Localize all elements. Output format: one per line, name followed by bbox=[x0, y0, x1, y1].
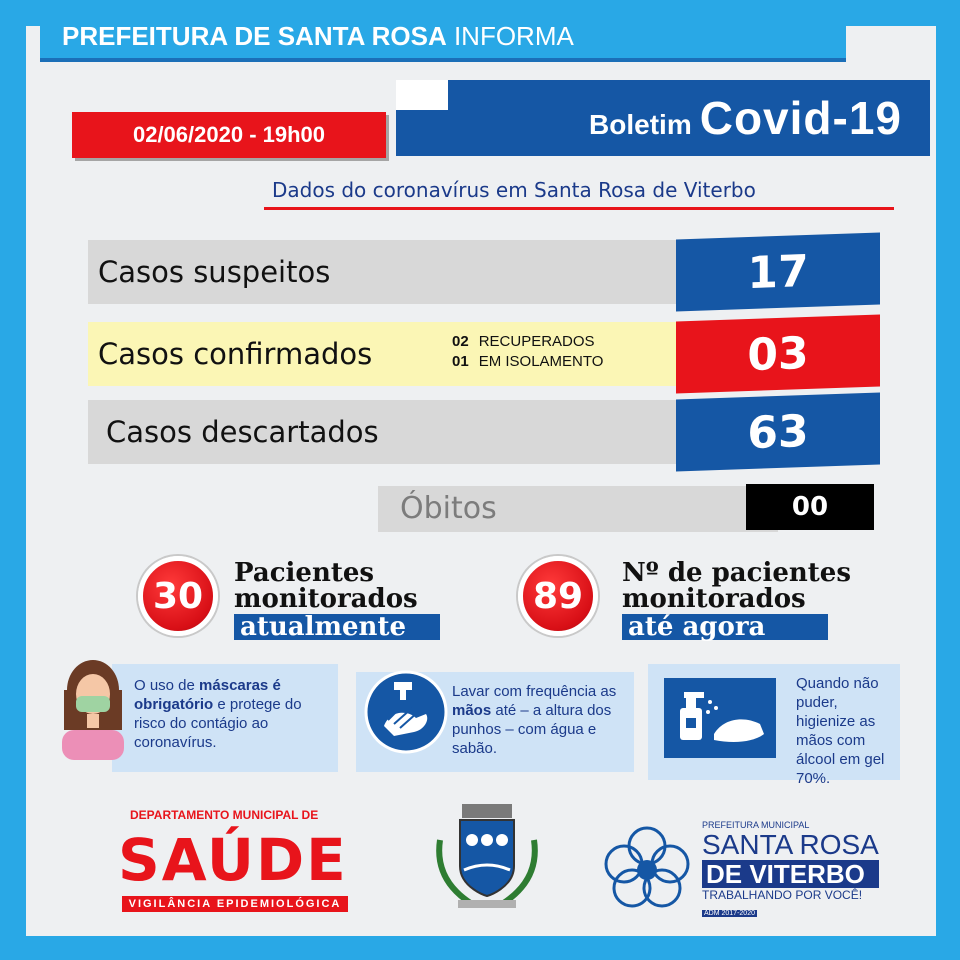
city-name-2: DE VITERBO bbox=[702, 860, 879, 888]
tip-gel-text: Quando não puder, higienize as mãos com álcool em gel 70%. bbox=[796, 675, 885, 787]
row-descartados bbox=[88, 400, 878, 464]
tip-mask-t2: e protege do risco do contágio ao coronavírus. bbox=[134, 696, 302, 751]
date-badge: 02/06/2020 - 19h00 bbox=[72, 112, 386, 158]
total-monitored-circle: 89 bbox=[518, 556, 598, 636]
header-bar bbox=[40, 14, 846, 58]
current-monitored-text bbox=[234, 560, 440, 640]
recuperados-count: 02 bbox=[452, 333, 469, 350]
current-line2: monitorados bbox=[234, 584, 418, 614]
mask-woman-icon bbox=[58, 656, 128, 760]
vigilancia-label: VIGILÂNCIA EPIDEMIOLÓGICA bbox=[122, 896, 348, 912]
header-title-bold: PREFEITURA DE SANTA ROSA bbox=[62, 21, 447, 51]
city-logo-text bbox=[702, 820, 879, 920]
total-line2: monitorados bbox=[622, 584, 806, 614]
tip-wash-t2: até – a altura dos punhos – com água e sabão. bbox=[452, 702, 612, 757]
white-square-decor bbox=[396, 80, 448, 110]
confirmados-value: 03 bbox=[676, 314, 880, 393]
current-line3: atualmente bbox=[234, 614, 440, 640]
city-slogan: TRABALHANDO POR VOCÊ! bbox=[702, 888, 863, 902]
isolamento-count: 01 bbox=[452, 353, 469, 370]
row-confirmados bbox=[88, 322, 878, 386]
city-coat-of-arms-icon bbox=[432, 800, 542, 916]
tip-mask bbox=[112, 664, 338, 772]
city-flower-logo-icon bbox=[600, 820, 694, 910]
tip-wash-t1: Lavar com frequência as bbox=[452, 683, 617, 700]
confirmados-label: Casos confirmados bbox=[98, 337, 373, 371]
obitos-label: Óbitos bbox=[378, 486, 778, 532]
saude-logo-text: SAÚDE bbox=[118, 826, 348, 894]
sanitizer-icon bbox=[664, 678, 776, 758]
obitos-value: 00 bbox=[746, 484, 874, 530]
current-line1: Pacientes bbox=[234, 558, 375, 588]
bulletin-word: Boletim bbox=[589, 109, 692, 140]
subtitle: Dados do coronavírus em Santa Rosa de Viterbo bbox=[272, 178, 756, 202]
tip-mask-text bbox=[134, 676, 334, 752]
suspeitos-value: 17 bbox=[676, 232, 880, 311]
descartados-label: Casos descartados bbox=[106, 415, 379, 449]
pref-small: PREFEITURA MUNICIPAL bbox=[702, 820, 810, 830]
current-monitored-circle: 30 bbox=[138, 556, 218, 636]
city-adm: ADM 2017-2020 bbox=[704, 910, 755, 917]
dept-label: DEPARTAMENTO MUNICIPAL DE bbox=[130, 808, 319, 822]
tip-mask-bold: máscaras é obrigatório bbox=[134, 677, 281, 713]
tip-wash-bold: mãos bbox=[452, 702, 492, 719]
tip-mask-t1: O uso de bbox=[134, 677, 200, 694]
tip-wash-text bbox=[452, 682, 628, 758]
recuperados-label: RECUPERADOS bbox=[478, 333, 595, 350]
total-line1: Nº de pacientes bbox=[622, 558, 851, 588]
total-line3: até agora bbox=[622, 614, 828, 640]
bulletin-title-box bbox=[396, 80, 930, 156]
bulletin-title: Covid-19 bbox=[699, 92, 902, 144]
city-name-1: SANTA ROSA bbox=[702, 829, 879, 860]
isolamento-label: EM ISOLAMENTO bbox=[478, 353, 604, 370]
suspeitos-label: Casos suspeitos bbox=[98, 255, 331, 289]
subtitle-underline bbox=[264, 207, 894, 210]
confirmados-breakdown bbox=[452, 332, 603, 372]
descartados-value: 63 bbox=[676, 392, 880, 471]
hand-wash-icon bbox=[364, 670, 448, 754]
total-monitored-text bbox=[622, 560, 851, 640]
header-title-rest: INFORMA bbox=[446, 21, 574, 51]
row-suspeitos bbox=[88, 240, 878, 304]
